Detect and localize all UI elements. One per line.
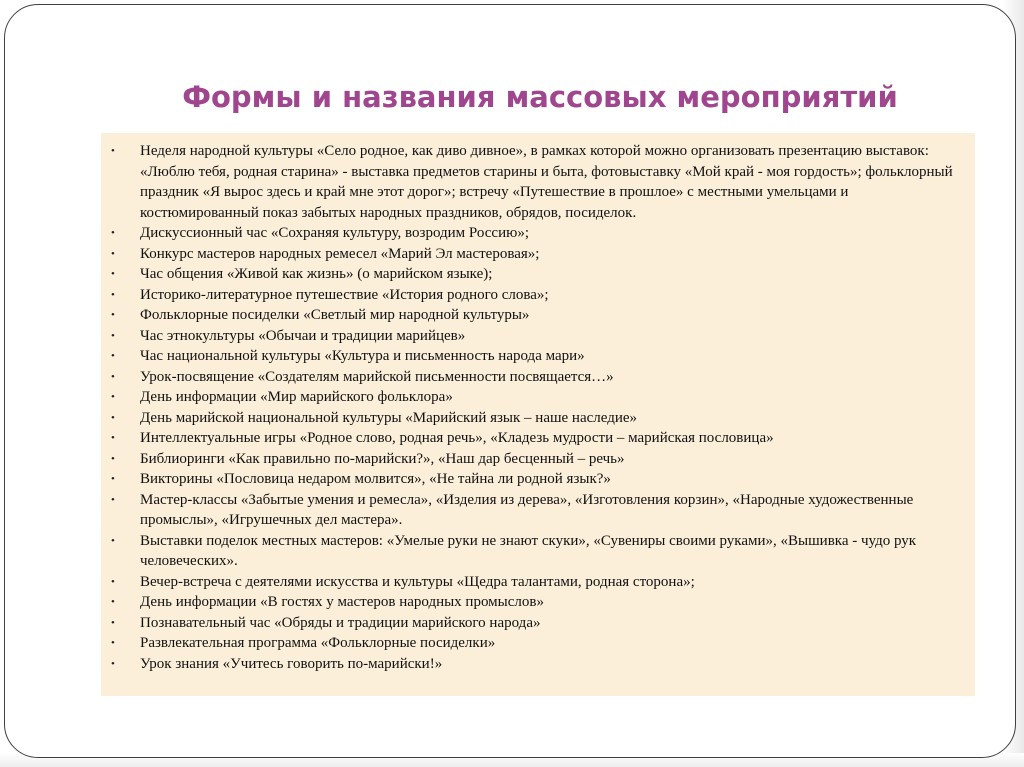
bullet-icon: • bbox=[111, 329, 115, 342]
list-item bbox=[111, 490, 970, 531]
list-item-text: Выставки поделок местных мастеров: «Умелые руки не знают скуки», «Сувениры своими руками», «Вышивка - чудо рук человеческих». bbox=[140, 532, 917, 569]
list-item-text: День информации «В гостях у мастеров народных промыслов» bbox=[140, 594, 544, 610]
event-list bbox=[111, 141, 970, 674]
list-item bbox=[111, 141, 970, 223]
list-item-text: Викторины «Пословица недаром молвится», «Не тайна ли родной язык?» bbox=[140, 471, 611, 487]
list-item bbox=[111, 592, 970, 613]
bullet-icon: • bbox=[111, 432, 115, 444]
bullet-icon: • bbox=[111, 596, 115, 608]
list-item-text: День информации «Мир марийского фольклора» bbox=[140, 389, 453, 405]
list-item bbox=[111, 408, 970, 429]
bullet-icon: • bbox=[111, 452, 115, 465]
list-item-text: День марийской национальной культуры «Марийский язык – наше наследие» bbox=[140, 409, 638, 426]
list-item-text: Час национальной культуры «Культура и письменность народа мари» bbox=[140, 348, 585, 364]
bullet-icon: • bbox=[111, 575, 115, 588]
bullet-icon: • bbox=[111, 370, 115, 383]
list-item-text: Урок-посвящение «Создателям марийской письменности посвящается…» bbox=[140, 368, 614, 385]
bullet-icon: • bbox=[111, 616, 115, 629]
list-item bbox=[111, 654, 970, 675]
list-item-text: Интеллектуальные игры «Родное слово, родная речь», «Кладезь мудрости – марийская пословица» bbox=[140, 430, 774, 446]
bullet-icon: • bbox=[111, 493, 115, 506]
list-item bbox=[111, 305, 970, 326]
bullet-icon: • bbox=[111, 268, 115, 280]
list-item-text: Неделя народной культуры «Село родное, как диво дивное», в рамках которой можно организовать презентацию выставок: «Люблю тебя, родная старина» - выставка предметов старины и быта, фотовыставку «Мой край - моя гордость»; фольклорный праздник «Я вырос здесь и край мне этот дорог»; встречу «Путешествие в прошлое» с местными умельцами и костюмированный показ забытых народных праздников, обрядов, посиделок. bbox=[140, 143, 953, 221]
bullet-icon: • bbox=[111, 288, 115, 301]
list-item bbox=[111, 244, 970, 265]
list-item bbox=[111, 223, 970, 244]
list-item-text: Историко-литературное путешествие «История родного слова»; bbox=[140, 286, 549, 303]
list-item bbox=[111, 613, 970, 634]
list-item-text: Фольклорные посиделки «Светлый мир народной культуры» bbox=[140, 307, 530, 323]
list-item-text: Конкурс мастеров народных ремесел «Марий Эл мастеровая»; bbox=[140, 245, 540, 262]
list-item-text: Урок знания «Учитесь говорить по-марийски!» bbox=[140, 655, 443, 672]
list-item bbox=[111, 346, 970, 367]
bullet-icon: • bbox=[111, 391, 115, 403]
bullet-icon: • bbox=[111, 227, 115, 239]
list-item bbox=[111, 531, 970, 572]
list-item bbox=[111, 449, 970, 470]
list-item bbox=[111, 326, 970, 347]
list-item-text: Познавательный час «Обряды и традиции марийского народа» bbox=[140, 614, 541, 631]
list-item-text: Мастер-классы «Забытые умения и ремесла», «Изделия из дерева», «Изготовления корзин», «Народные художественные промыслы», «Игрушечных дел мастера». bbox=[140, 491, 914, 528]
bullet-icon: • bbox=[111, 350, 115, 362]
list-item bbox=[111, 264, 970, 285]
bullet-icon: • bbox=[111, 657, 115, 670]
bullet-icon: • bbox=[111, 309, 115, 321]
list-item-text: Час этнокультуры «Обычаи и традиции марийцев» bbox=[140, 327, 466, 344]
bullet-icon: • bbox=[111, 473, 115, 485]
list-item-text: Библиоринги «Как правильно по-марийски?», «Наш дар бесценный – речь» bbox=[140, 450, 625, 467]
bullet-icon: • bbox=[111, 411, 115, 424]
list-item-text: Дискуссионный час «Сохраняя культуру, возродим Россию»; bbox=[140, 225, 529, 241]
list-item bbox=[111, 469, 970, 490]
bullet-icon: • bbox=[111, 534, 115, 547]
list-item-text: Вечер-встреча с деятелями искусства и культуры «Щедра талантами, родная сторона»; bbox=[140, 573, 695, 590]
list-item bbox=[111, 285, 970, 306]
bullet-icon: • bbox=[111, 637, 115, 649]
list-item bbox=[111, 633, 970, 654]
list-item bbox=[111, 428, 970, 449]
bullet-icon: • bbox=[111, 247, 115, 260]
slide-title: Формы и названия массовых мероприятий bbox=[182, 80, 898, 114]
list-item-text: Развлекательная программа «Фольклорные посиделки» bbox=[140, 635, 496, 651]
bullet-icon: • bbox=[111, 145, 115, 157]
list-item-text: Час общения «Живой как жизнь» (о марийском языке); bbox=[140, 266, 493, 282]
list-item bbox=[111, 387, 970, 408]
list-item bbox=[111, 367, 970, 388]
list-item bbox=[111, 572, 970, 593]
